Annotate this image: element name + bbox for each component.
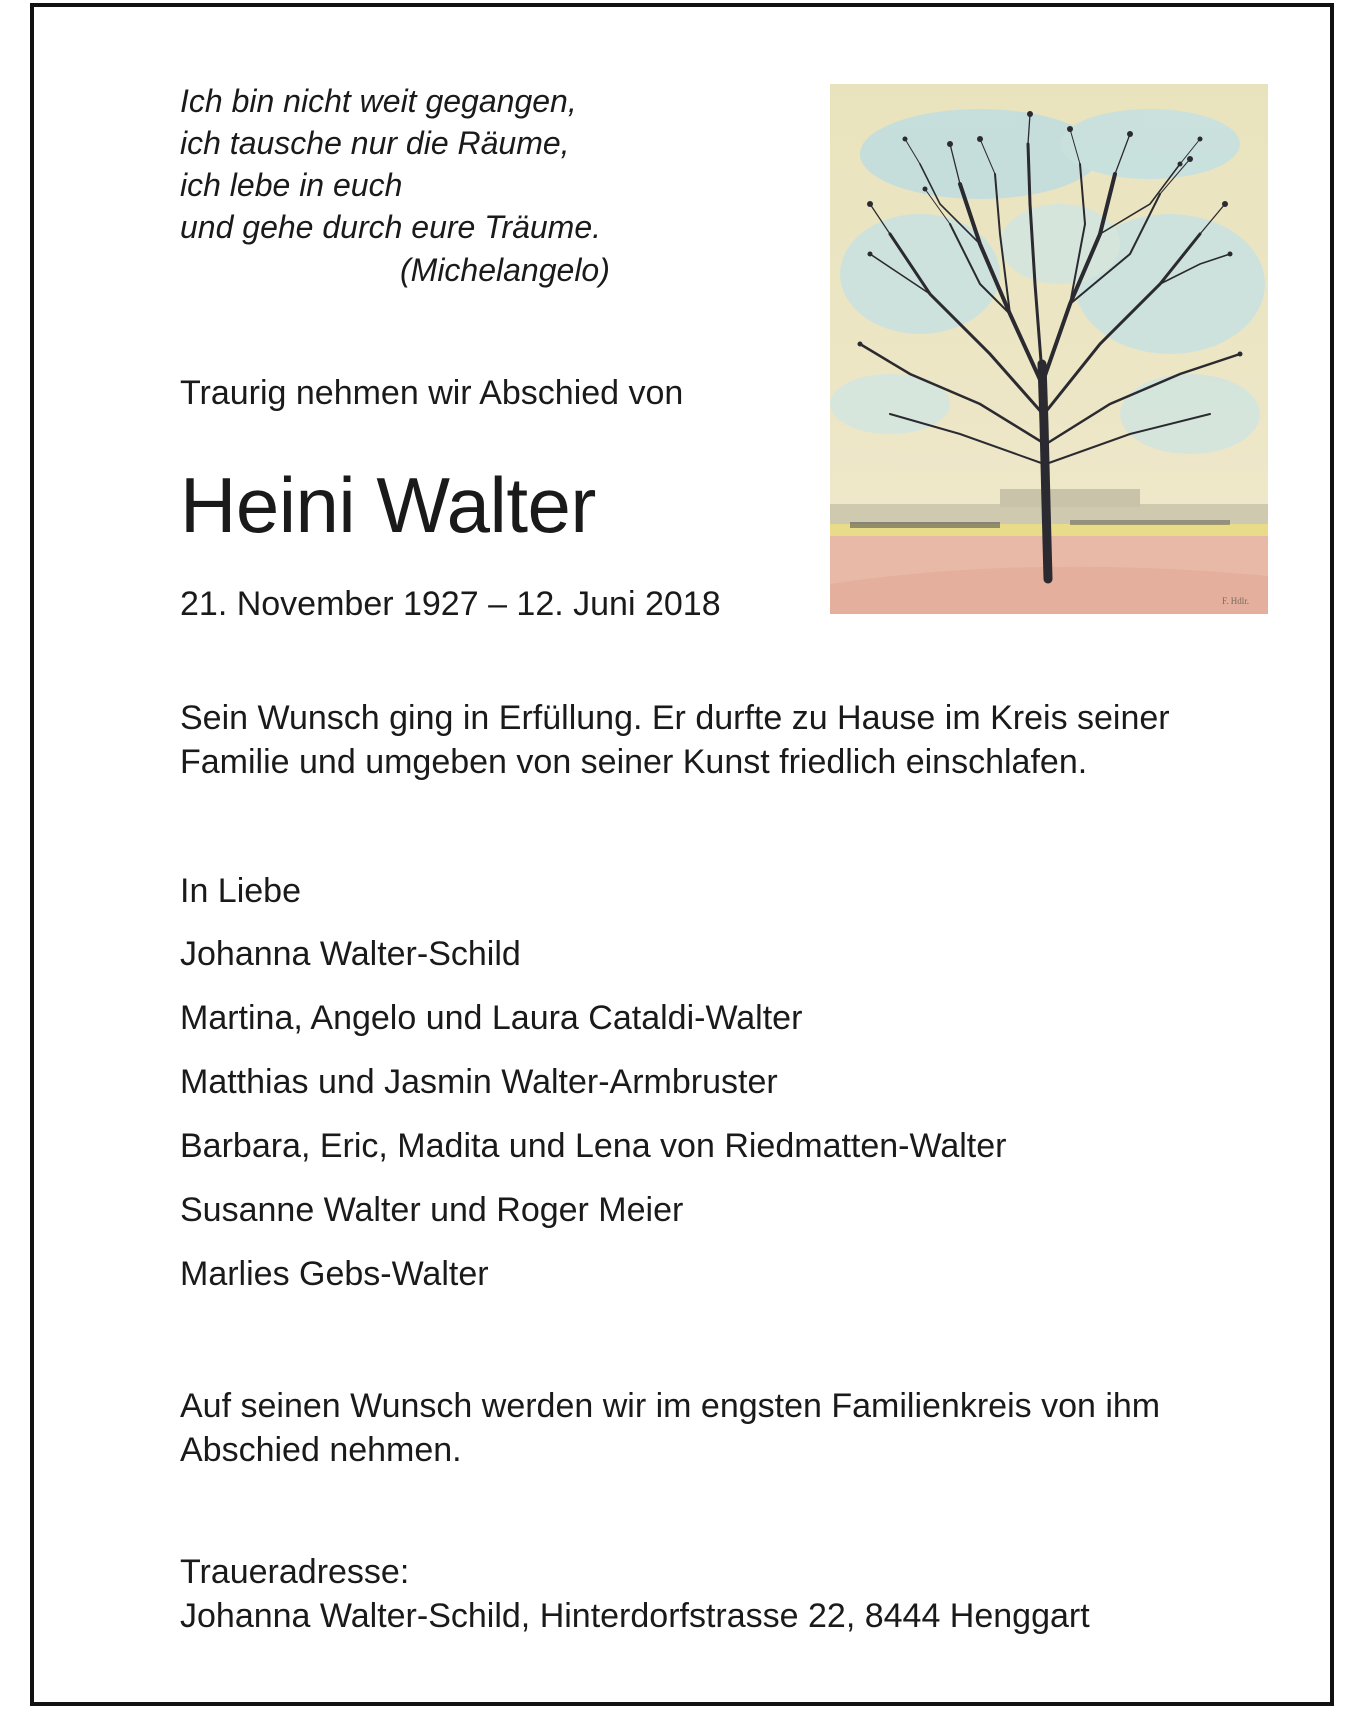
poem-line: Ich bin nicht weit gegangen, [180,83,577,119]
poem [180,80,601,248]
family-member: Barbara, Eric, Madita und Lena von Riedmatten-Walter [180,1127,1007,1165]
deceased-name: Heini Walter [180,461,596,549]
tree-painting [830,84,1268,614]
paragraph-line: Auf seinen Wunsch werden wir im engsten Familienkreis von ihm [180,1387,1161,1425]
poem-line: und gehe durch eure Träume. [180,209,601,245]
farewell-paragraph [180,1384,1160,1472]
painting-signature: F. Hdlr. [1222,596,1250,606]
intro-text: Traurig nehmen wir Abschied von [180,374,684,412]
address-value: Johanna Walter-Schild, Hinterdorfstrasse 22, 8444 Henggart [180,1597,1090,1635]
paragraph-line: Familie und umgeben von seiner Kunst friedlich einschlafen. [180,743,1088,781]
poem-attribution: (Michelangelo) [400,252,610,288]
wish-paragraph [180,696,1170,784]
family-member: Matthias und Jasmin Walter-Armbruster [180,1063,778,1101]
mourning-address [180,1550,1090,1638]
paragraph-line: Abschied nehmen. [180,1431,462,1469]
family-list [180,922,1006,1306]
paragraph-line: Sein Wunsch ging in Erfüllung. Er durfte zu Hause im Kreis seiner [180,699,1170,737]
family-member: Martina, Angelo und Laura Cataldi-Walter [180,999,803,1037]
address-label: Traueradresse: [180,1553,410,1591]
family-member: Susanne Walter und Roger Meier [180,1191,684,1229]
life-dates: 21. November 1927 – 12. Juni 2018 [180,585,721,623]
poem-line: ich lebe in euch [180,167,403,203]
family-member: Marlies Gebs-Walter [180,1255,489,1293]
family-member: Johanna Walter-Schild [180,935,521,973]
poem-line: ich tausche nur die Räume, [180,125,570,161]
in-liebe-label: In Liebe [180,872,301,910]
